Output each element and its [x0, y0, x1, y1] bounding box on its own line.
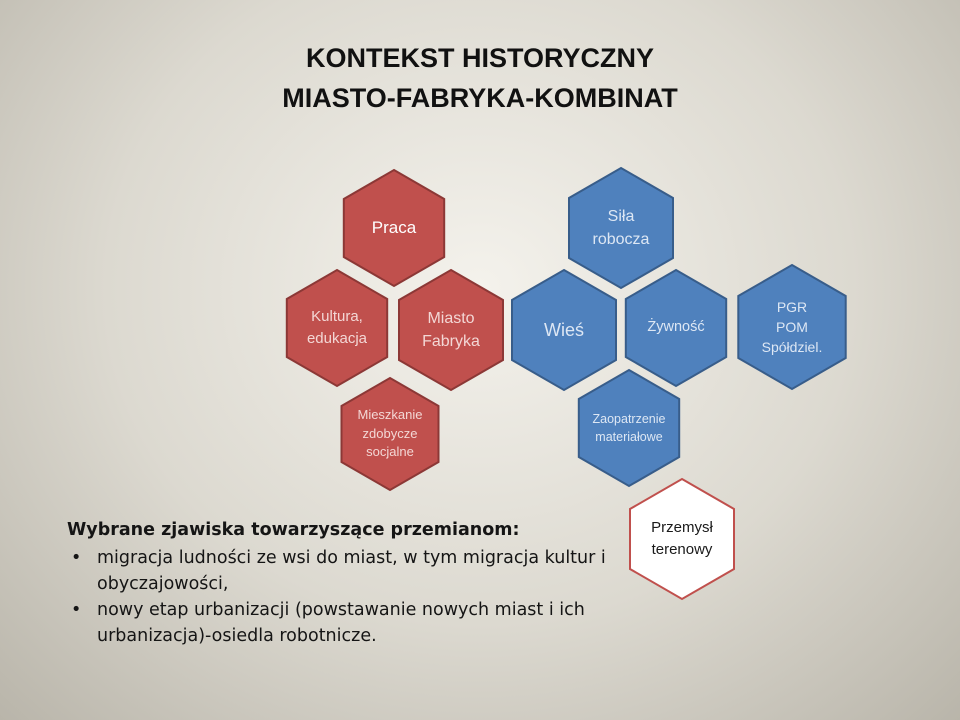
hex-praca	[344, 170, 444, 286]
hex-text-line: robocza	[592, 231, 650, 248]
hex-text-line: Fabryka	[422, 333, 480, 350]
hex-text-line: Miasto	[427, 309, 475, 327]
bullet-item-urbanizacja: • nowy etap urbanizacji (powstawanie nowych miast i ich urbanizacja)-osiedla robotnicze.	[67, 597, 647, 649]
hex-text-line: materiałowe	[595, 430, 663, 444]
hex-text-line: Siła	[607, 207, 635, 225]
page-title-line-1: KONTEKST HISTORYCZNY	[305, 43, 655, 73]
hex-text-line: PGR	[776, 298, 808, 315]
hex-text-line: Spółdziel.	[761, 339, 823, 356]
bottom-text-block	[67, 517, 647, 649]
bottom-heading: Wybrane zjawiska towarzyszące przemianom:	[67, 520, 520, 540]
hex-text-line: Praca	[371, 217, 417, 237]
hex-zywnosc	[626, 270, 726, 386]
hex-text-line: POM	[776, 318, 808, 335]
hex-text-line: Kultura,	[311, 308, 363, 326]
hex-sila-robocza	[569, 168, 673, 288]
hex-text-line: Żywność	[647, 319, 705, 336]
bullet-list	[67, 545, 647, 649]
hex-text-line: edukacja	[306, 330, 368, 347]
hex-pgr	[738, 265, 845, 389]
hex-text-line: Wieś	[544, 319, 584, 340]
hex-text-line: terenowy	[651, 541, 713, 558]
hex-kultura	[287, 270, 387, 386]
hex-wies	[512, 270, 616, 390]
page-title-line-2: MIASTO-FABRYKA-KOMBINAT	[282, 83, 678, 113]
hex-text-line: Przemysł	[651, 519, 713, 537]
hex-text-line: Zaopatrzenie	[592, 411, 666, 426]
hex-text-line: zdobycze	[362, 425, 418, 441]
hex-text-line: Mieszkanie	[357, 406, 423, 422]
hex-miasto	[399, 270, 503, 390]
hex-text-line: socjalne	[366, 444, 414, 460]
bullet-item-migracja: • migracja ludności ze wsi do miast, w tym migracja kultur i obyczajowości,	[67, 545, 647, 597]
hex-zaopatrzenie	[579, 370, 679, 486]
hex-mieszkanie	[342, 378, 439, 490]
